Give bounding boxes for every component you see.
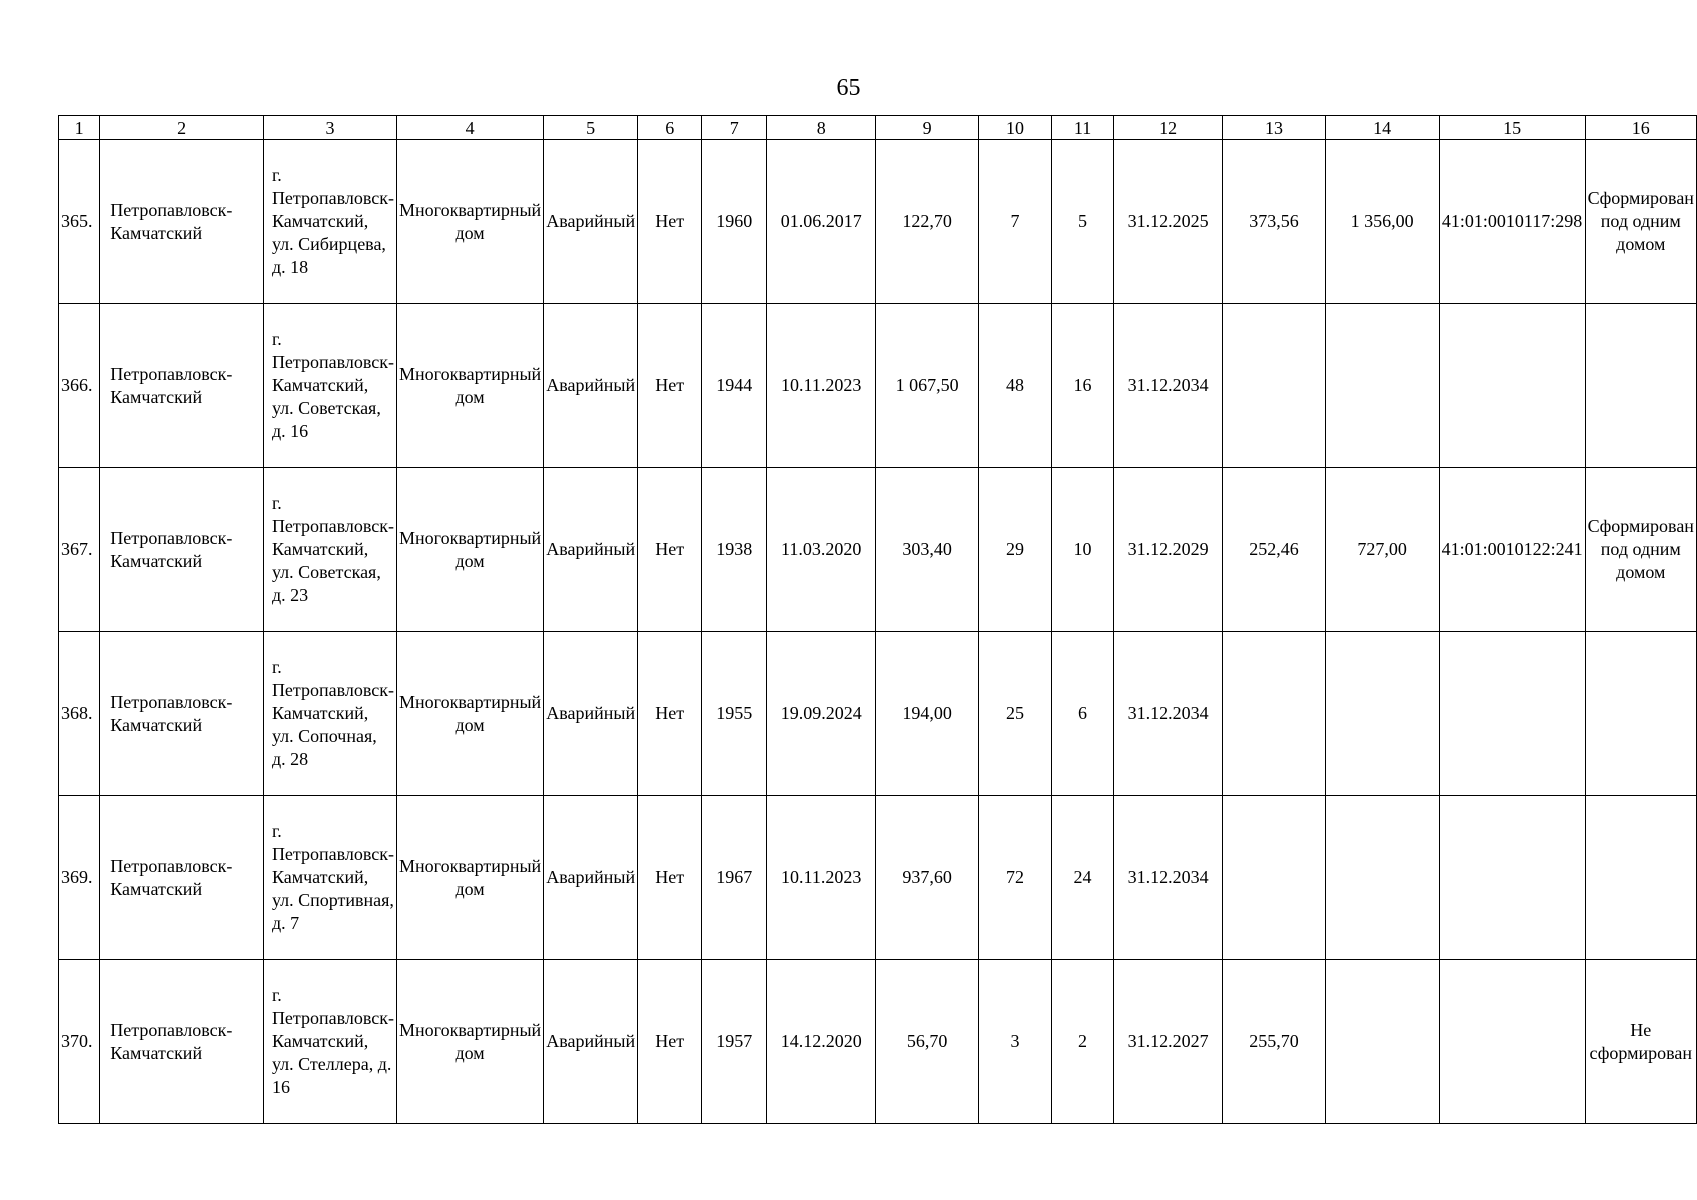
area-value: 122,70 <box>876 140 979 304</box>
recognition-date: 01.06.2017 <box>767 140 876 304</box>
column-header: 11 <box>1052 116 1114 140</box>
row-number: 366. <box>59 304 100 468</box>
column-header: 13 <box>1223 116 1326 140</box>
area-value: 1 067,50 <box>876 304 979 468</box>
row-number: 365. <box>59 140 100 304</box>
municipality-name: Петропавловск-Камчатский <box>100 140 264 304</box>
page-number: 65 <box>836 75 861 101</box>
cadastral-number <box>1439 632 1585 796</box>
land-area-total: 727,00 <box>1325 468 1439 632</box>
land-area: 255,70 <box>1223 960 1326 1124</box>
column-header: 3 <box>263 116 396 140</box>
column-header: 12 <box>1114 116 1223 140</box>
condition-status: Аварийный <box>544 960 638 1124</box>
residents-count: 3 <box>978 960 1051 1124</box>
residents-count: 29 <box>978 468 1051 632</box>
land-area-total: 1 356,00 <box>1325 140 1439 304</box>
land-area-total <box>1325 632 1439 796</box>
planned-date: 31.12.2034 <box>1114 632 1223 796</box>
column-header: 9 <box>876 116 979 140</box>
row-number: 367. <box>59 468 100 632</box>
area-value: 194,00 <box>876 632 979 796</box>
condition-status: Аварийный <box>544 304 638 468</box>
column-header: 15 <box>1439 116 1585 140</box>
column-header: 16 <box>1585 116 1696 140</box>
construction-year: 1960 <box>702 140 767 304</box>
land-area <box>1223 304 1326 468</box>
recognition-date: 10.11.2023 <box>767 304 876 468</box>
planned-date: 31.12.2034 <box>1114 304 1223 468</box>
table-row <box>59 632 1697 796</box>
land-area <box>1223 796 1326 960</box>
municipality-name: Петропавловск-Камчатский <box>100 468 264 632</box>
table-row <box>59 304 1697 468</box>
address: г. Петропавловск-Камчатский, ул. Советская, д. 16 <box>263 304 396 468</box>
residents-count: 25 <box>978 632 1051 796</box>
land-area-total <box>1325 304 1439 468</box>
area-value: 303,40 <box>876 468 979 632</box>
cadastral-number <box>1439 304 1585 468</box>
condition-status: Аварийный <box>544 468 638 632</box>
planned-date: 31.12.2029 <box>1114 468 1223 632</box>
row-number: 368. <box>59 632 100 796</box>
column-header: 10 <box>978 116 1051 140</box>
table-row <box>59 960 1697 1124</box>
land-plot-status <box>1585 632 1696 796</box>
land-plot-status <box>1585 304 1696 468</box>
status-flag: Нет <box>638 796 702 960</box>
status-flag: Нет <box>638 140 702 304</box>
table-row <box>59 468 1697 632</box>
land-area: 373,56 <box>1223 140 1326 304</box>
address: г. Петропавловск-Камчатский, ул. Сопочная, д. 28 <box>263 632 396 796</box>
address: г. Петропавловск-Камчатский, ул. Спортивная, д. 7 <box>263 796 396 960</box>
municipality-name: Петропавловск-Камчатский <box>100 796 264 960</box>
municipality-name: Петропавловск-Камчатский <box>100 632 264 796</box>
construction-year: 1967 <box>702 796 767 960</box>
municipality-name: Петропавловск-Камчатский <box>100 304 264 468</box>
status-flag: Нет <box>638 632 702 796</box>
construction-year: 1938 <box>702 468 767 632</box>
column-header: 4 <box>397 116 544 140</box>
building-type: Многоквартирный дом <box>397 304 544 468</box>
land-plot-status: Сформирован под одним домом <box>1585 468 1696 632</box>
apartments-count: 24 <box>1052 796 1114 960</box>
column-header: 5 <box>544 116 638 140</box>
land-plot-status: Сформирован под одним домом <box>1585 140 1696 304</box>
condition-status: Аварийный <box>544 140 638 304</box>
cadastral-number: 41:01:0010117:298 <box>1439 140 1585 304</box>
address: г. Петропавловск-Камчатский, ул. Советская, д. 23 <box>263 468 396 632</box>
cadastral-number: 41:01:0010122:241 <box>1439 468 1585 632</box>
table-row <box>59 140 1697 304</box>
recognition-date: 19.09.2024 <box>767 632 876 796</box>
land-area-total <box>1325 796 1439 960</box>
planned-date: 31.12.2034 <box>1114 796 1223 960</box>
land-area <box>1223 632 1326 796</box>
column-header: 2 <box>100 116 264 140</box>
area-value: 937,60 <box>876 796 979 960</box>
residents-count: 72 <box>978 796 1051 960</box>
building-type: Многоквартирный дом <box>397 140 544 304</box>
construction-year: 1957 <box>702 960 767 1124</box>
planned-date: 31.12.2025 <box>1114 140 1223 304</box>
residents-count: 48 <box>978 304 1051 468</box>
row-number: 369. <box>59 796 100 960</box>
column-header: 7 <box>702 116 767 140</box>
recognition-date: 11.03.2020 <box>767 468 876 632</box>
construction-year: 1944 <box>702 304 767 468</box>
column-header: 1 <box>59 116 100 140</box>
building-type: Многоквартирный дом <box>397 960 544 1124</box>
recognition-date: 10.11.2023 <box>767 796 876 960</box>
status-flag: Нет <box>638 468 702 632</box>
municipality-name: Петропавловск-Камчатский <box>100 960 264 1124</box>
condition-status: Аварийный <box>544 632 638 796</box>
land-area: 252,46 <box>1223 468 1326 632</box>
column-number-row <box>59 116 1697 140</box>
address: г. Петропавловск-Камчатский, ул. Сибирцева, д. 18 <box>263 140 396 304</box>
address: г. Петропавловск-Камчатский, ул. Стеллера, д. 16 <box>263 960 396 1124</box>
apartments-count: 6 <box>1052 632 1114 796</box>
column-header: 8 <box>767 116 876 140</box>
row-number: 370. <box>59 960 100 1124</box>
land-plot-status: Не сформирован <box>1585 960 1696 1124</box>
apartments-count: 5 <box>1052 140 1114 304</box>
planned-date: 31.12.2027 <box>1114 960 1223 1124</box>
status-flag: Нет <box>638 304 702 468</box>
column-header: 6 <box>638 116 702 140</box>
apartments-count: 16 <box>1052 304 1114 468</box>
building-type: Многоквартирный дом <box>397 632 544 796</box>
cadastral-number <box>1439 960 1585 1124</box>
apartments-count: 2 <box>1052 960 1114 1124</box>
area-value: 56,70 <box>876 960 979 1124</box>
column-header: 14 <box>1325 116 1439 140</box>
residents-count: 7 <box>978 140 1051 304</box>
apartments-count: 10 <box>1052 468 1114 632</box>
land-plot-status <box>1585 796 1696 960</box>
housing-register-table <box>58 115 1697 1124</box>
condition-status: Аварийный <box>544 796 638 960</box>
cadastral-number <box>1439 796 1585 960</box>
recognition-date: 14.12.2020 <box>767 960 876 1124</box>
status-flag: Нет <box>638 960 702 1124</box>
building-type: Многоквартирный дом <box>397 796 544 960</box>
construction-year: 1955 <box>702 632 767 796</box>
table-row <box>59 796 1697 960</box>
land-area-total <box>1325 960 1439 1124</box>
building-type: Многоквартирный дом <box>397 468 544 632</box>
